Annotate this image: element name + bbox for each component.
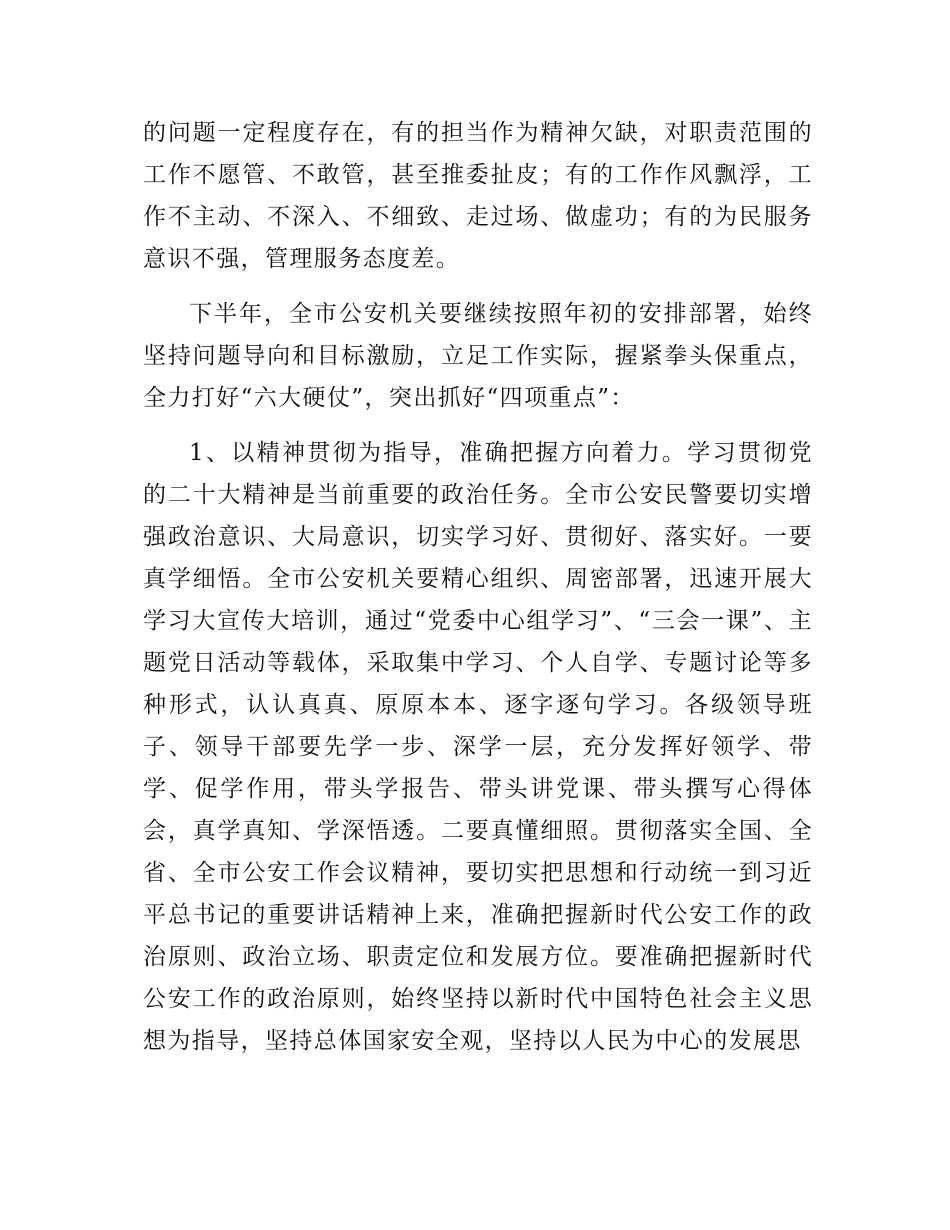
paragraph-2: 下半年，全市公安机关要继续按照年初的安排部署，始终坚持问题导向和目标激励，立足工作实际，握紧拳头保重点，全力打好“六大硬仗”，突出抓好“四项重点”： — [143, 301, 813, 411]
body-text — [143, 112, 813, 1075]
paragraph-3: 1、以精神贯彻为指导，准确把握方向着力。学习贯彻党的二十大精神是当前重要的政治任务。全市公安民警要切实增强政治意识、大局意识，切实学习好、贯彻好、落实好。一要真学细悟。全市公安机关要精心组织、周密部署，迅速开展大学习大宣传大培训，通过“党委中心组学习”、“三会一课”、主题党日活动等载体，采取集中学习、个人自学、专题讨论等多种形式，认认真真、原原本本、逐字逐句学习。各级领导班子、领导干部要先学一步、深学一层，充分发挥好领学、带学、促学作用，带头学报告、带头讲党课、带头撰写心得体会，真学真知、学深悟透。二要真懂细照。贯彻落实全国、全省、全市公安工作会议精神，要切实把思想和行动统一到习近平总书记的重要讲话精神上来，准确把握新时代公安工作的政治原则、政治立场、职责定位和发展方位。要准确把握新时代公安工作的政治原则，始终坚持以新时代中国特色社会主义思想为指导，坚持总体国家安全观，坚持以人民为中心的发展思 — [143, 440, 813, 1054]
paragraph-1: 的问题一定程度存在，有的担当作为精神欠缺，对职责范围的工作不愿管、不敢管，甚至推委扯皮；有的工作作风飘浮，工作不主动、不深入、不细致、走过场、做虚功；有的为民服务意识不强，管理服务态度差。 — [143, 120, 813, 272]
